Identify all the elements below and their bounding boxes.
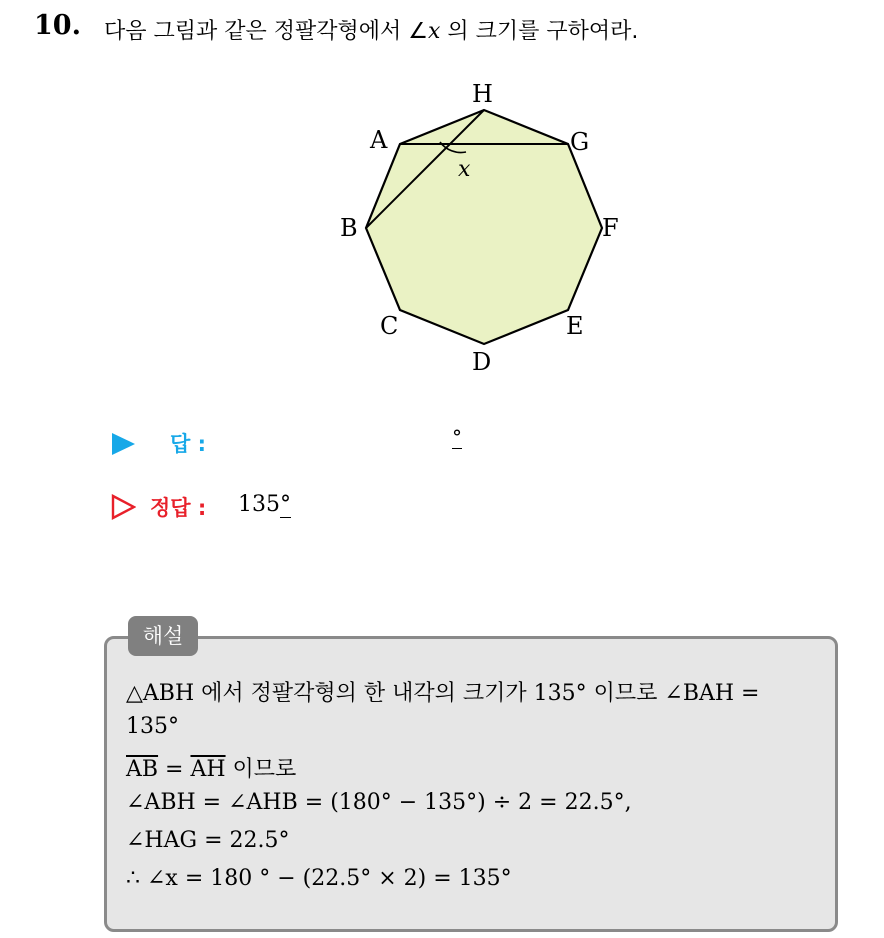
correct-value [238, 492, 291, 517]
vertex-label-f: F [602, 214, 619, 242]
correct-label: 정답 : [150, 496, 207, 520]
question-variable: x [427, 19, 441, 44]
answer-label: 답 : [170, 432, 206, 456]
answer-row [110, 426, 510, 462]
explanation-line-4: ∠ABH = ∠AHB = (180° − 135°) ÷ 2 = 22.5°, [126, 790, 632, 815]
explanation-tail: 이므로 [225, 757, 297, 782]
equals-sign: = [158, 757, 191, 782]
segment-ah: $\overline{AH}$ [190, 757, 226, 782]
correct-number: 135 [238, 492, 280, 517]
question-number: 10. [34, 10, 81, 41]
question-text [104, 14, 638, 45]
explanation-line-2: 135° [126, 714, 179, 739]
vertex-label-g: G [570, 128, 590, 156]
vertex-label-e: E [566, 312, 584, 340]
outline-triangle-icon [110, 494, 136, 520]
play-triangle-icon [110, 432, 136, 456]
answer-input[interactable]: ° [452, 425, 462, 449]
octagon-figure [336, 78, 636, 378]
explanation-line-3 [126, 752, 296, 783]
segment-ab: $\overline{AB}$ [126, 757, 159, 782]
correct-answer-row [110, 490, 510, 526]
correct-unit: ° [280, 492, 291, 517]
vertex-label-h: H [472, 80, 493, 108]
octagon-shape [366, 110, 602, 344]
explanation-line-6: ∴ ∠x = 180 ° − (22.5° × 2) = 135° [126, 866, 512, 891]
explanation-line-1: △ABH 에서 정팔각형의 한 내각의 크기가 135° 이므로 ∠BAH = [126, 681, 760, 706]
explanation-line-5: ∠HAG = 22.5° [126, 828, 290, 853]
explanation-tab: 해설 [128, 616, 198, 656]
vertex-label-a: A [370, 126, 388, 154]
question-text-after: 의 크기를 구하여라. [440, 19, 639, 44]
vertex-label-b: B [340, 214, 358, 242]
angle-x-label: x [458, 157, 471, 182]
vertex-label-c: C [380, 312, 399, 340]
vertex-label-d: D [472, 348, 492, 376]
question-text-before: 다음 그림과 같은 정팔각형에서 ∠ [104, 19, 428, 44]
